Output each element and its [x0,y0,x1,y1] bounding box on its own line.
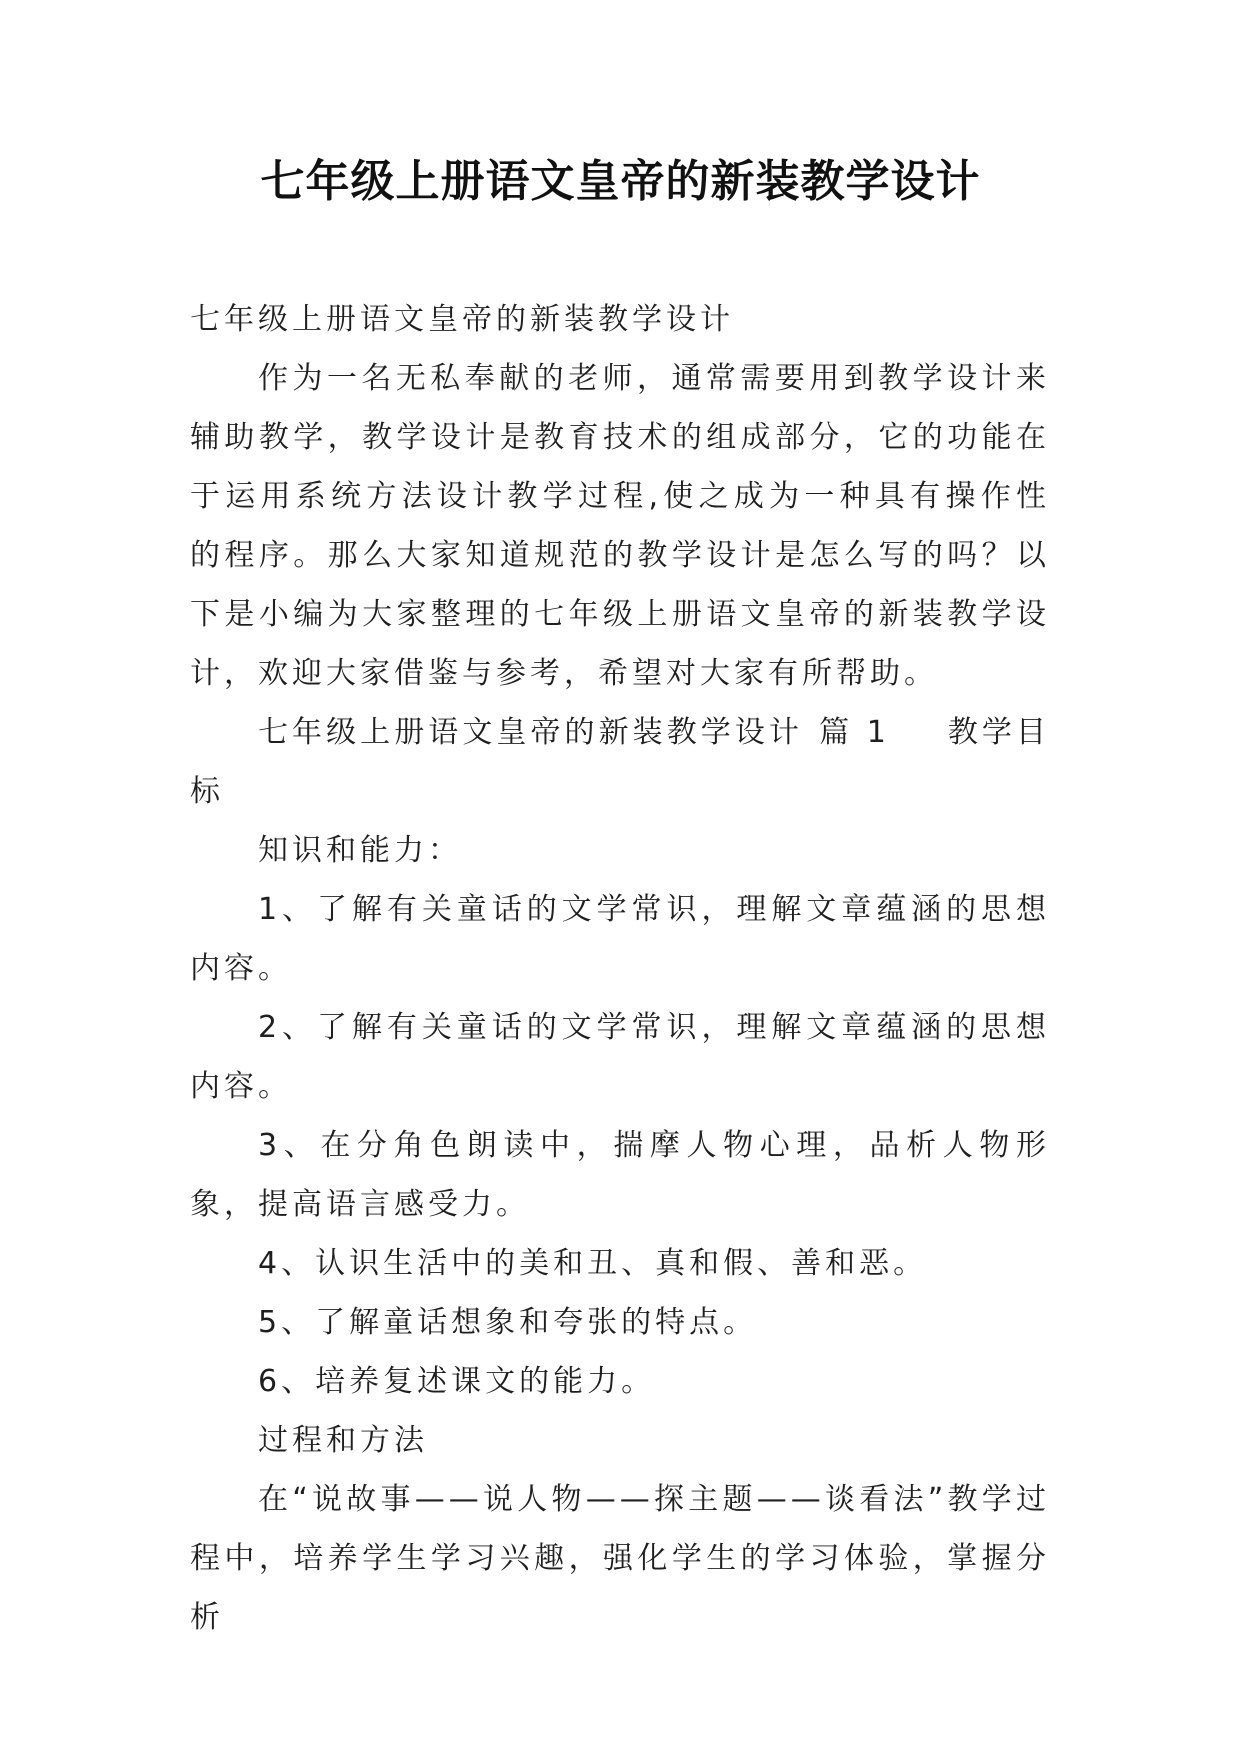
objective-item: 4、认识生活中的美和丑、真和假、善和恶。 [258,1246,928,1281]
document-title: 七年级上册语文皇帝的新装教学设计 [260,156,981,207]
document-body [190,290,1050,1647]
process-method-paragraph: 在“说故事——说人物——探主题——谈看法”教学过程中，培养学生学习兴趣，强化学生的学习体验，掌握分析 [190,1482,1050,1635]
knowledge-ability-heading: 知识和能力： [258,833,462,868]
section-heading-label: 篇 1 [819,715,890,750]
objective-item: 5、了解童话想象和夸张的特点。 [258,1305,758,1340]
intro-paragraph: 作为一名无私奉献的老师，通常需要用到教学设计来辅助教学，教学设计是教育技术的组成部分，它的功能在于运用系统方法设计教学过程,使之成为一种具有操作性的程序。那么大家知道规范的教学设计是怎么写的吗？以下是小编为大家整理的七年级上册语文皇帝的新装教学设计，欢迎大家借鉴与参考，希望对大家有所帮助。 [190,361,1050,691]
objective-item: 1、了解有关童话的文学常识，理解文章蕴涵的思想内容。 [190,892,1050,986]
objective-item: 2、了解有关童话的文学常识，理解文章蕴涵的思想内容。 [190,1010,1050,1104]
process-method-heading: 过程和方法 [258,1423,428,1458]
subtitle-paragraph: 七年级上册语文皇帝的新装教学设计 [190,302,734,337]
section-heading-continuation: 教学目标 [190,715,1050,809]
objective-item: 6、培养复述课文的能力。 [258,1364,656,1399]
objective-item: 3、在分角色朗读中，揣摩人物心理，品析人物形象，提高语言感受力。 [190,1128,1050,1222]
section-heading-title: 七年级上册语文皇帝的新装教学设计 [258,715,803,750]
section-heading-paragraph [190,703,1050,821]
